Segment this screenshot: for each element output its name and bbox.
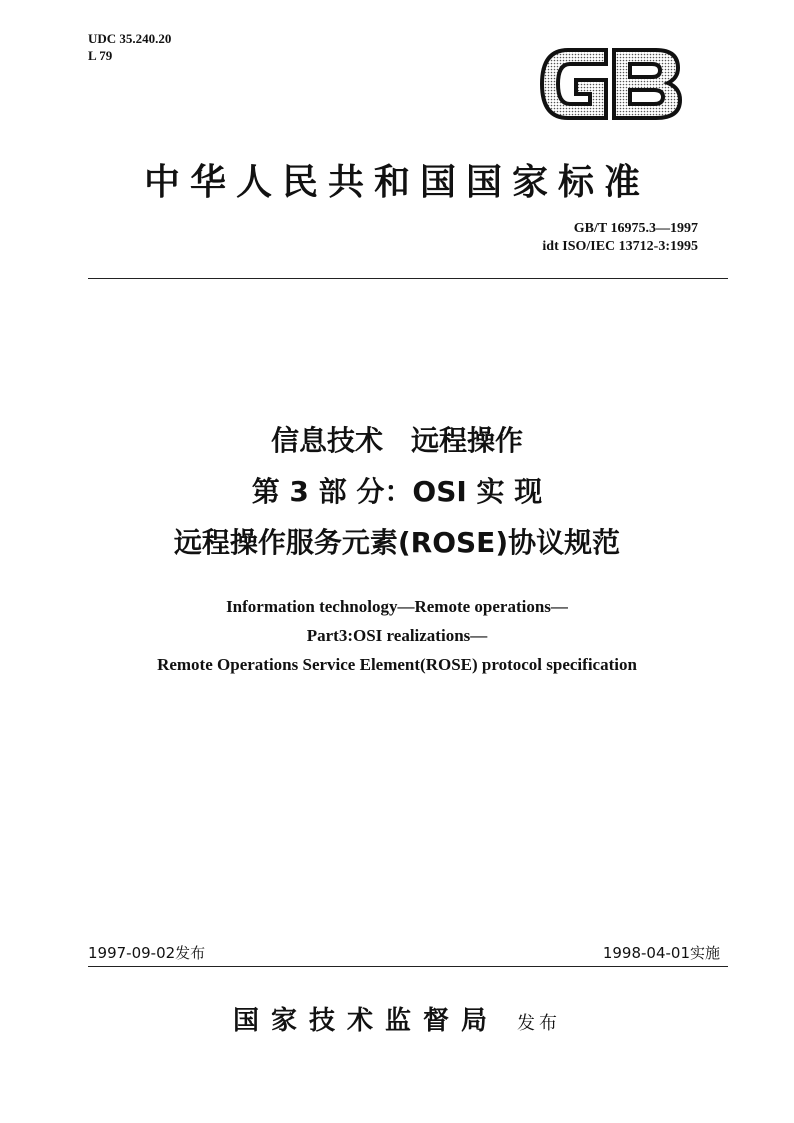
footer-divider [88, 966, 728, 967]
classification-codes [88, 30, 171, 64]
header-divider [88, 278, 728, 279]
udc-code: UDC 35.240.20 [88, 31, 172, 46]
title-cn-line-1: 信息技术 远程操作 [270, 424, 523, 457]
title-en-line-2: Part3:OSI realizations— [306, 626, 488, 645]
standard-code-block [542, 220, 698, 256]
effective-date: 1998-04-01实施 [602, 944, 720, 962]
standard-number: GB/T 16975.3—1997 [573, 221, 698, 236]
title-en-line-3: Remote Operations Service Element(ROSE) protocol specification [157, 655, 637, 674]
international-equivalent: idt ISO/IEC 13712-3:1995 [542, 239, 698, 254]
issue-date: 1997-09-02发布 [88, 944, 206, 962]
category-code: L 79 [88, 48, 113, 63]
issuer-name: 国家技术监督局 [232, 1006, 499, 1036]
title-cn-line-3: 远程操作服务元素(ROSE)协议规范 [173, 526, 621, 559]
title-cn-line-2: 第 3 部 分：OSI 实 现 [251, 475, 543, 508]
national-standard-title: 中华人民共和国国家标准 [143, 161, 650, 203]
gb-logo-icon [538, 44, 684, 124]
issuing-authority [0, 1000, 794, 1037]
title-en-line-1: Information technology—Remote operations— [226, 597, 568, 616]
issuer-suffix: 发布 [517, 1013, 561, 1034]
